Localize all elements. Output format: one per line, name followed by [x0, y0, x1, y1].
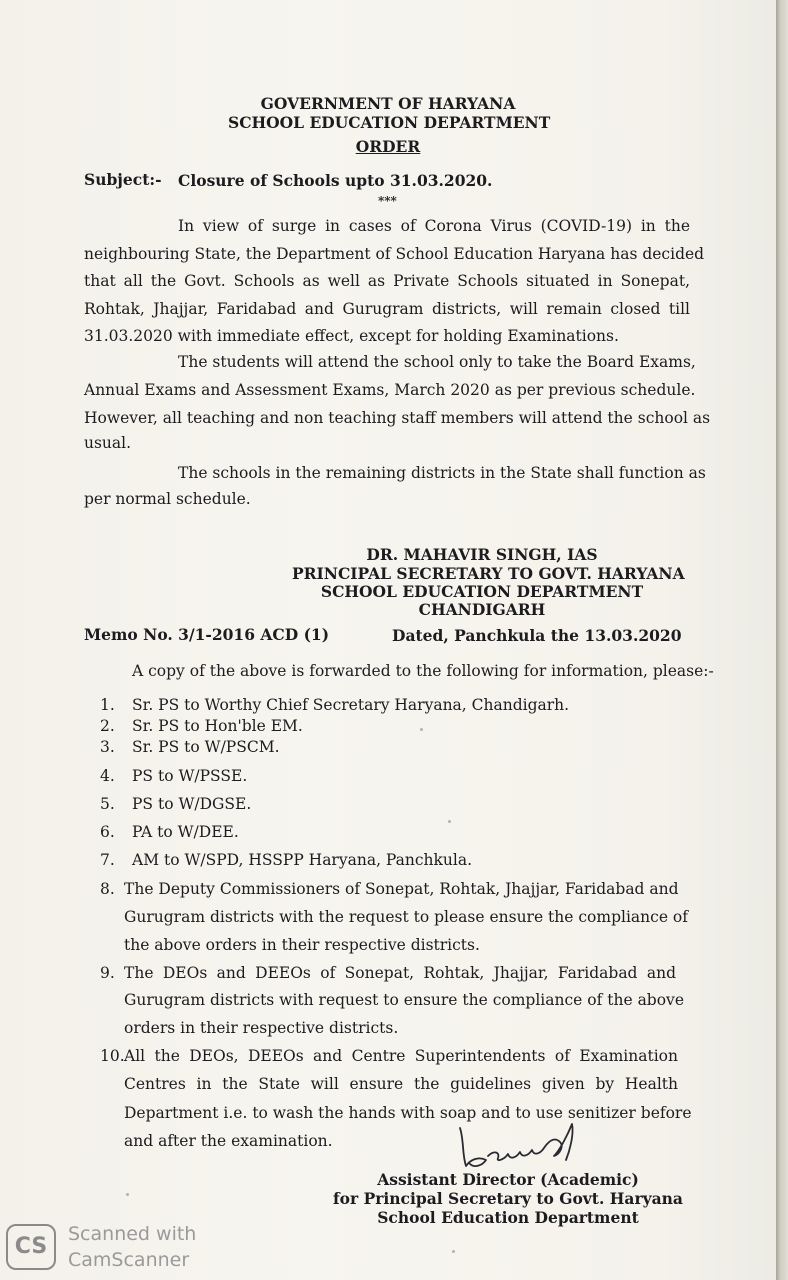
list-item: 2. Sr. PS to Hon'ble EM.: [100, 717, 303, 735]
memo-intro: A copy of the above is forwarded to the following for information, please:-: [132, 662, 714, 680]
order-heading: ORDER: [355, 137, 421, 156]
list-item: 1. Sr. PS to Worthy Chief Secretary Haryana, Chandigarh.: [100, 696, 570, 714]
para1-line: Rohtak, Jhajjar, Faridabad and Gurugram districts, will remain closed till: [84, 300, 690, 318]
footer-signatory-on-behalf: for Principal Secretary to Govt. Haryana: [333, 1189, 683, 1208]
footer-signatory-department: School Education Department: [377, 1208, 639, 1227]
list-item-line: Gurugram districts with request to ensure the compliance of the above: [124, 991, 684, 1009]
list-item: 7. AM to W/SPD, HSSPP Haryana, Panchkula.: [100, 851, 473, 869]
scan-speckle: [452, 1250, 455, 1253]
handwritten-signature: [448, 1120, 588, 1176]
para3-line: per normal schedule.: [84, 490, 251, 508]
list-item: 10. All the DEOs, DEEOs and Centre Superintendents of Examination: [100, 1047, 678, 1065]
footer-signatory-title: Assistant Director (Academic): [377, 1170, 639, 1189]
para1-line: 31.03.2020 with immediate effect, except for holding Examinations.: [84, 327, 619, 345]
list-item: 4. PS to W/PSSE.: [100, 767, 248, 785]
watermark-line2: CamScanner: [68, 1249, 190, 1271]
page-edge-shadow: [776, 0, 788, 1280]
subject-separator: ***: [378, 194, 397, 208]
signatory-name: DR. MAHAVIR SINGH, IAS: [366, 545, 598, 564]
list-item: 9. The DEOs and DEEOs of Sonepat, Rohtak, Jhajjar, Faridabad and: [100, 964, 676, 982]
scan-speckle: [126, 1193, 129, 1196]
signatory-city: CHANDIGARH: [418, 600, 546, 619]
memo-number: Memo No. 3/1-2016 ACD (1): [84, 625, 330, 644]
para1-line: neighbouring State, the Department of School Education Haryana has decided: [84, 245, 705, 263]
list-item: 5. PS to W/DGSE.: [100, 795, 252, 813]
header-government: GOVERNMENT OF HARYANA: [260, 94, 516, 113]
para1-line: that all the Govt. Schools as well as Private Schools situated in Sonepat,: [84, 272, 690, 290]
para3-line: The schools in the remaining districts in the State shall function as: [178, 464, 706, 482]
signatory-department: SCHOOL EDUCATION DEPARTMENT: [320, 582, 644, 601]
watermark-line1: Scanned with: [68, 1223, 197, 1245]
para1-line: In view of surge in cases of Corona Virus (COVID-19) in the: [178, 217, 690, 235]
list-item-line: orders in their respective districts.: [124, 1019, 399, 1037]
scan-speckle: [448, 820, 451, 823]
subject-label: Subject:-: [84, 170, 162, 189]
para2-line: usual.: [84, 434, 132, 452]
list-item-line: Centres in the State will ensure the guidelines given by Health: [124, 1075, 678, 1093]
signatory-title: PRINCIPAL SECRETARY TO GOVT. HARYANA: [292, 564, 685, 583]
list-item-line: Department i.e. to wash the hands with soap and to use senitizer before: [124, 1104, 692, 1122]
header-department: SCHOOL EDUCATION DEPARTMENT: [228, 113, 551, 132]
para2-line: The students will attend the school only to take the Board Exams,: [178, 353, 696, 371]
list-item-line: Gurugram districts with the request to please ensure the compliance of: [124, 908, 688, 926]
scan-speckle: [420, 728, 423, 731]
para2-line: However, all teaching and non teaching staff members will attend the school as: [84, 409, 711, 427]
memo-date: Dated, Panchkula the 13.03.2020: [392, 626, 682, 645]
camscanner-logo-icon: CS: [6, 1224, 56, 1270]
subject-text: Closure of Schools upto 31.03.2020.: [178, 171, 493, 190]
list-item-line: and after the examination.: [124, 1132, 333, 1150]
para2-line: Annual Exams and Assessment Exams, March 2020 as per previous schedule.: [84, 381, 696, 399]
list-item: 3. Sr. PS to W/PSCM.: [100, 738, 280, 756]
list-item: 8. The Deputy Commissioners of Sonepat, Rohtak, Jhajjar, Faridabad and: [100, 880, 679, 898]
list-item-line: the above orders in their respective districts.: [124, 936, 480, 954]
list-item: 6. PA to W/DEE.: [100, 823, 239, 841]
